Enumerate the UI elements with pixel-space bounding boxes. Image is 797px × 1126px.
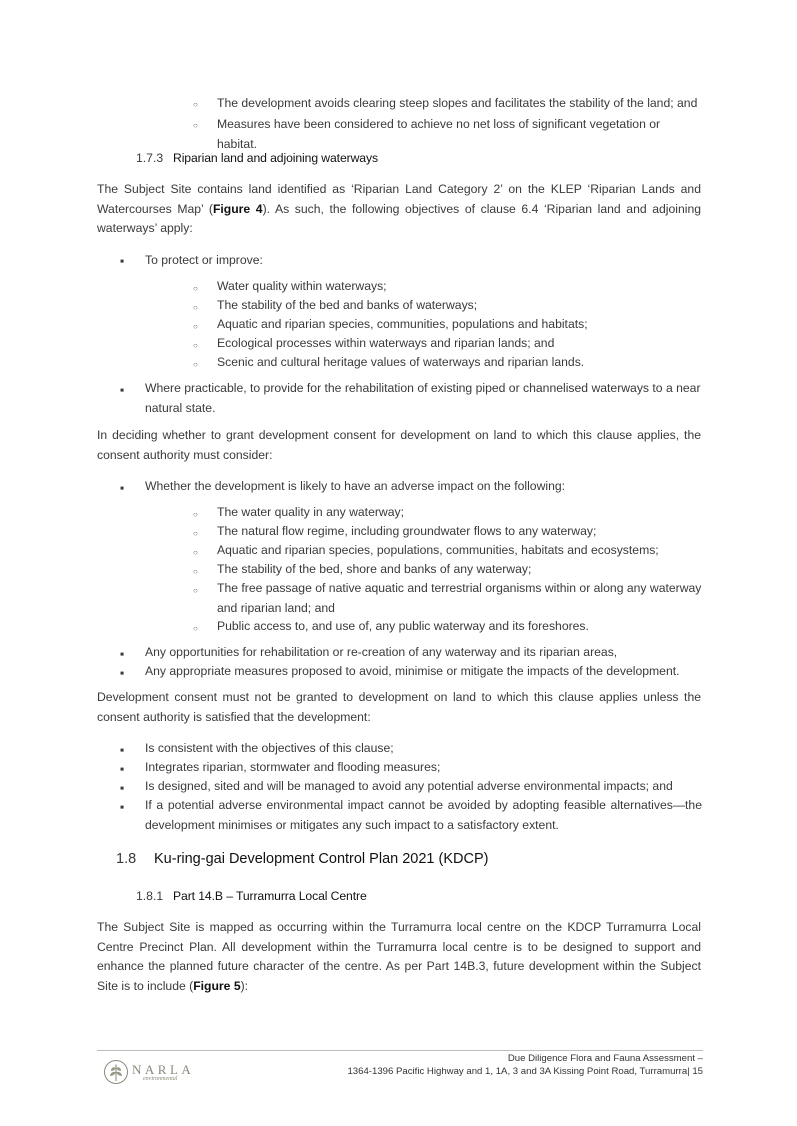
bullet-text: Whether the development is likely to have an adverse impact on the following: (145, 479, 566, 493)
section-heading: Part 14.B – Turramurra Local Centre (173, 889, 367, 903)
figure-reference: Figure 5 (193, 978, 241, 993)
paragraph: Development consent must not be granted to development on land to which this clause applies unless the consent authority is satisfied that the development: (97, 690, 701, 724)
bullet-marker: ▪ (120, 383, 125, 397)
sub-bullet-marker: ○ (193, 121, 198, 130)
sub-bullet-text: The free passage of native aquatic and terrestrial organisms within or along any waterway and riparian land; and (217, 581, 702, 615)
sub-bullet-text: Aquatic and riparian species, communities, populations and habitats; (217, 317, 588, 331)
figure-reference: Figure 4 (212, 201, 263, 216)
sub-bullet-marker: ○ (193, 341, 198, 350)
paragraph-text: The Subject Site is mapped as occurring within the Turramurra local centre on the KDCP Turramurra Local Centre Precinct Plan. All development within the Turramurra local centre is to be designed to support and enhance the planned future character of the centre. As per Part 14B.3, future development within the Subject Site is to include ( (97, 920, 701, 993)
sub-bullet-marker: ○ (193, 360, 198, 369)
bullet-marker: ▪ (120, 781, 125, 795)
leaf-emblem-icon (103, 1059, 129, 1085)
paragraph-text: ): (240, 978, 249, 993)
bullet-marker: ▪ (120, 647, 125, 661)
sub-bullet-marker: ○ (193, 529, 198, 538)
sub-bullet-marker: ○ (193, 510, 198, 519)
sub-bullet-marker: ○ (193, 586, 198, 595)
sub-bullet-text: The development avoids clearing steep slopes and facilitates the stability of the land; and (217, 96, 698, 110)
bullet-marker: ▪ (120, 762, 125, 776)
section-number: 1.7.3 (136, 151, 164, 165)
paragraph (97, 180, 701, 239)
sub-bullet-text: The natural flow regime, including groundwater flows to any waterway; (217, 524, 597, 538)
narla-logo (103, 1059, 203, 1085)
paragraph: In deciding whether to grant development consent for development on land to which this clause applies, the consent authority must consider: (97, 428, 701, 462)
bullet-marker: ▪ (120, 481, 125, 495)
sub-bullet-text: Ecological processes within waterways and riparian lands; and (217, 336, 555, 350)
bullet-text: If a potential adverse environmental impact cannot be avoided by adopting feasible alternatives—the development minimises or mitigates any such impact to a satisfactory extent. (145, 798, 702, 832)
section-heading: Ku-ring-gai Development Control Plan 2021 (KDCP) (154, 851, 489, 867)
paragraph-text: ). As such, the following objectives of clause 6.4 ‘Riparian land and adjoining waterways’ apply: (97, 201, 702, 235)
bullet-marker: ▪ (120, 743, 125, 757)
sub-bullet-text: Aquatic and riparian species, populations, communities, habitats and ecosystems; (217, 543, 659, 557)
sub-bullet-text: The stability of the bed, shore and banks of any waterway; (217, 562, 532, 576)
bullet-text: Where practicable, to provide for the rehabilitation of existing piped or channelised waterways to a near natural state. (145, 381, 701, 415)
footer-address-page: 1364-1396 Pacific Highway and 1, 1A, 3 and 3A Kissing Point Road, Turramurra| 15 (347, 1066, 703, 1077)
bullet-text: Any appropriate measures proposed to avoid, minimise or mitigate the impacts of the development. (145, 664, 680, 678)
sub-bullet-marker: ○ (193, 284, 198, 293)
sub-bullet-marker: ○ (193, 567, 198, 576)
bullet-marker: ▪ (120, 254, 125, 268)
sub-bullet-marker: ○ (193, 548, 198, 557)
paragraph (97, 918, 701, 996)
section-heading: Riparian land and adjoining waterways (173, 151, 378, 165)
footer-report-title: Due Diligence Flora and Fauna Assessment – (507, 1053, 703, 1064)
logo-wordmark: NARLA (132, 1062, 195, 1077)
bullet-text: Any opportunities for rehabilitation or re-creation of any waterway and its riparian areas, (145, 645, 618, 659)
bullet-text: Is designed, sited and will be managed to avoid any potential adverse environmental impacts; and (145, 779, 673, 793)
sub-bullet-text: Measures have been considered to achieve no net loss of significant vegetation or habitat. (217, 117, 661, 151)
sub-bullet-text: The stability of the bed and banks of waterways; (217, 298, 478, 312)
sub-bullet-text: The water quality in any waterway; (217, 505, 404, 519)
sub-bullet-marker: ○ (193, 303, 198, 312)
footer-divider (97, 1050, 703, 1051)
section-number: 1.8 (116, 851, 137, 867)
paragraph-text: The Subject Site contains land identified as ‘Riparian Land Category 2’ on the KLEP ‘Riparian Lands and Watercourses Map’ ( (97, 182, 701, 216)
sub-bullet-marker: ○ (193, 100, 198, 109)
bullet-marker: ▪ (120, 800, 125, 814)
bullet-text: Is consistent with the objectives of this clause; (145, 741, 394, 755)
bullet-marker: ▪ (120, 666, 125, 680)
sub-bullet-marker: ○ (193, 322, 198, 331)
sub-bullet-marker: ○ (193, 624, 198, 633)
sub-bullet-text: Public access to, and use of, any public waterway and its foreshores. (217, 619, 589, 633)
logo-tagline: environmental (143, 1076, 178, 1082)
sub-bullet-text: Scenic and cultural heritage values of waterways and riparian lands. (217, 355, 585, 369)
section-number: 1.8.1 (136, 889, 164, 903)
sub-bullet-text: Water quality within waterways; (217, 279, 387, 293)
bullet-text: Integrates riparian, stormwater and flooding measures; (145, 760, 441, 774)
bullet-text: To protect or improve: (145, 253, 263, 267)
